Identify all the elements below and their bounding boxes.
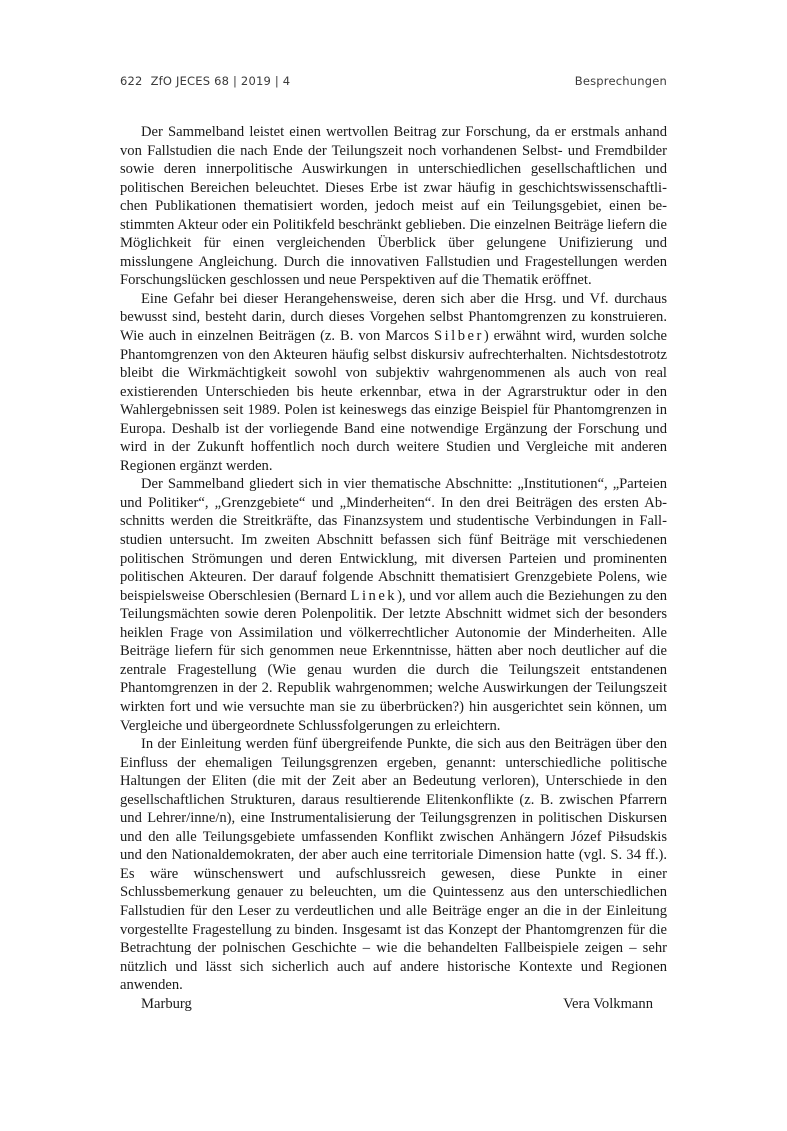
header-left [120, 74, 290, 88]
review-body [120, 123, 667, 1014]
paragraph-4 [120, 735, 667, 995]
page-number: 622 [120, 74, 143, 88]
signature-author: Vera Volkmann [563, 995, 653, 1012]
journal-title: ZfO JECES 68 | 2019 | 4 [150, 74, 291, 88]
running-header [120, 74, 667, 92]
paragraph-2 [120, 290, 667, 475]
author-name-linek: Linek [350, 587, 398, 604]
paragraph-1 [120, 123, 667, 290]
author-name-silber: Silber [433, 328, 484, 345]
signature [120, 995, 667, 1014]
paragraph-text: ), und vor allem auch die Beziehungen zu den Teilungsmächten sowie deren Polenpolitik. Der letzte Abschnitt widmet sich der besonders heiklen Frage von Assimilation und völkerrechtlicher Autonomie der Minderheiten. Alle Beiträge liefern für sich genommen neue Erkenntnisse, hätten aber noch deutlicher auf die zentrale Fragestellung (Wie genau wurden die durch die Teilungszeit entstandenen Phantomgrenzen in der 2. Republik wahrgenommen; welche Auswirkungen der Teilungszeit wirkten fort und wie versuchte man sie zu überbrücken?) hin ausgerichtet sein können, um Vergleiche und übergeordnete Schlussfolgerungen zu erleichtern. [120, 587, 667, 734]
paragraph-text: Eine Gefahr bei dieser Herangehensweise, deren sich aber die Hrsg. und Vf. durchaus bewusst sind, besteht darin, durch dieses Vorgehen selbst Phantomgrenzen zu konstruieren. Wie auch in einzelnen Beiträgen (z. B. von Marcos [120, 290, 667, 345]
paragraph-text: In der Einleitung werden fünf übergreifende Punkte, die sich aus den Beiträgen über den Einfluss der ehemaligen Teilungsgrenzen ergeben, genannt: unterschiedliche politische Haltungen der Eliten (die mit der Zeit aber an Bedeutung verloren), Unterschiede in den gesellschaftlichen Strukturen, daraus resultierende Elitenkonflikte (z. B. zwischen Pfarrern und Lehrer/inne/n), eine Instrumentalisierung der Teilungsgrenzen in politischen Diskursen und den alle Teilungsgebiete umfassenden Konflikt zwischen Anhängern Józef Piłsudskis und den Nationaldemokraten, der aber auch eine territoriale Dimension hatte (vgl. S. 34 ff.). Es wäre wünschenswert und aufschlussreich gewesen, diese Punkte in einer Schlussbemerkung genauer zu beleuchten, um die Quintessenz aus den unterschiedlichen Fallstudien für den Leser zu verdeutlichen und alle Beiträge enger an die in der Einleitung vorgestellte Fragestellung zu binden. Insgesamt ist das Konzept der Phantomgrenzen für die Betrachtung der polnischen Geschichte – wie die behandelten Fallbeispiele zeigen – sehr nützlich und lässt sich sicherlich auch auf andere historische Kontexte und Regionen anwenden. [120, 736, 667, 994]
paragraph-text: ) erwähnt wird, wurden solche Phantomgrenzen von den Akteuren häufig selbst diskursiv aufrechterhalten. Nichtsdestotrotz bleibt die Wirkmächtigkeit sowohl von subjektiv wahrgenommenen als auch von real existierenden Unterschieden bis heute erkennbar, etwa in der Agrarstruktur oder in den Wahlergebnissen seit 1989. Polen ist keineswegs das einzige Beispiel für Phantomgrenzen in Europa. Deshalb ist der vorliegende Band eine notwendige Ergänzung der Forschung und wird in der Zukunft hoffentlich noch durch weitere Studien und Vergleiche mit anderen Regionen ergänzt werden. [120, 328, 668, 474]
section-title: Besprechungen [574, 74, 667, 88]
paragraph-text: Der Sammelband leistet einen wertvollen Beitrag zur Forschung, da er erstmals anhand von Fallstudien die nach Ende der Teilungszeit noch vorhandenen Selbst- und Fremdbilder sowie deren innerpolitische Auswirkungen in unterschiedlichen gesellschaftlichen und politischen Bereichen beleuchtet. Dieses Erbe ist zwar häufig in geschichtswissenschaftlichen Publikationen thematisiert worden, jedoch meist auf ein Teilungsgebiet, einen bestimmten Akteur oder ein Politikfeld beschränkt geblieben. Die einzelnen Beiträge liefern die Möglichkeit für einen vergleichenden Überblick über gelungene Unifizierung und misslungene Angleichung. Durch die innovativen Fallstudien und Fragestellungen werden Forschungslücken geschlossen und neue Perspektiven auf die Thematik eröffnet. [120, 124, 667, 289]
signature-place: Marburg [141, 995, 192, 1012]
paragraph-text: Der Sammelband gliedert sich in vier thematische Abschnitte: „Institutionen“, „Parteien und Politiker“, „Grenzgebiete“ und „Minderheiten“. In den drei Beiträgen des ersten Abschnitts werden die Streitkräfte, das Finanzsystem und studentische Verbindungen in Fallstudien untersucht. Im zweiten Abschnitt befassen sich fünf Beiträge mit verschiedenen politischen Strömungen und deren Entwicklung, mit diversen Parteien und prominenten politischen Akteuren. Der darauf folgende Abschnitt thematisiert Grenzgebiete Polens, wie beispielsweise Oberschlesien (Bernard [120, 476, 667, 604]
paragraph-3 [120, 475, 667, 735]
